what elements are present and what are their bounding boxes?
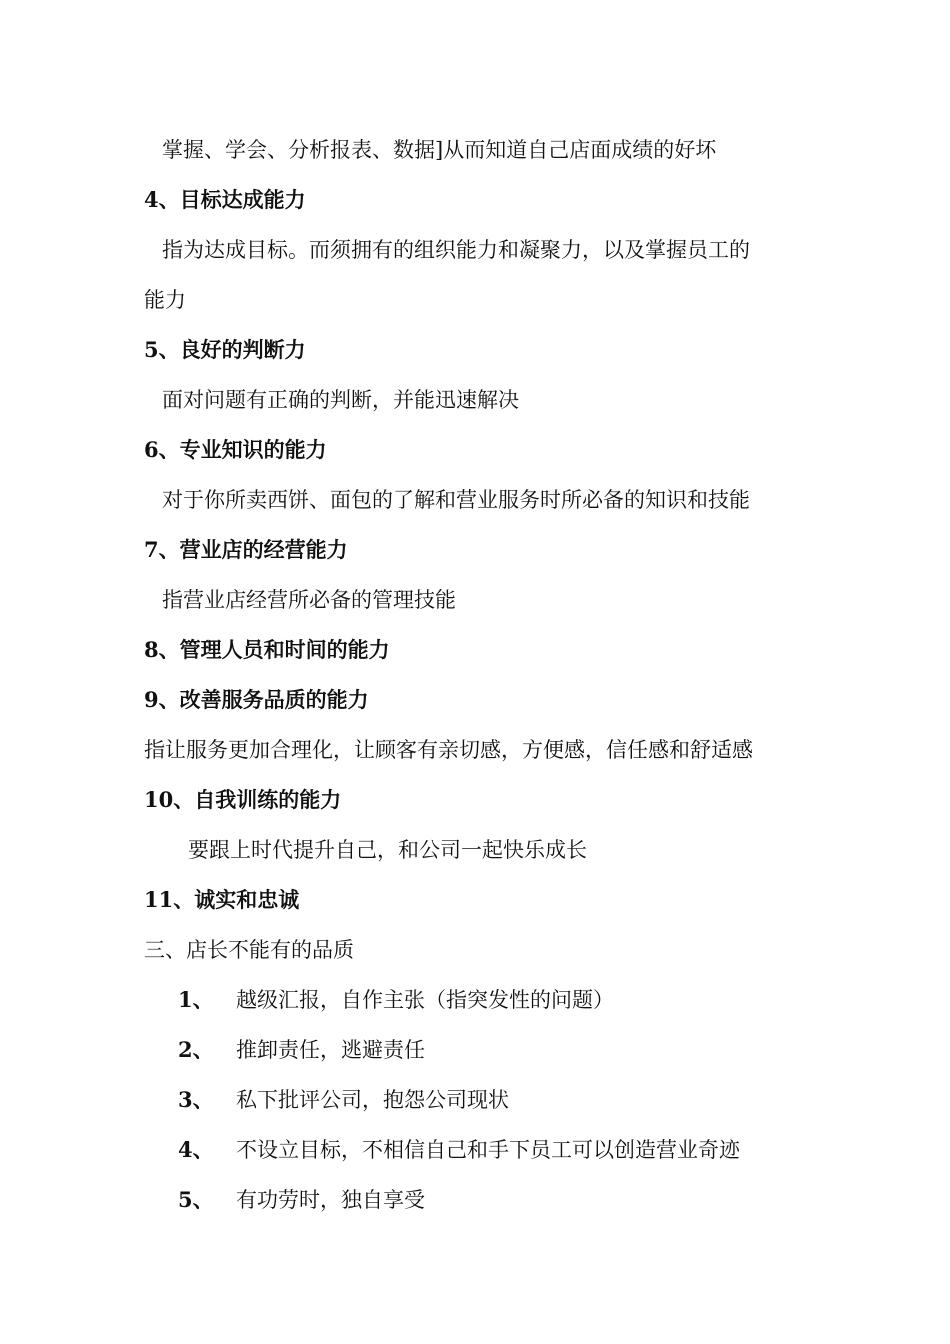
list-number: 2、: [178, 1037, 214, 1062]
list-text: 有功劳时，独自享受: [236, 1188, 425, 1212]
list-item: [178, 1186, 425, 1214]
paragraph-judgment: 面对问题有正确的判断，并能迅速解决: [162, 388, 519, 412]
paragraph-goal-line2: 能力: [144, 288, 186, 312]
list-item: [178, 1036, 425, 1064]
paragraph-knowledge: 对于你所卖西饼、面包的了解和营业服务时所必备的知识和技能: [162, 488, 750, 512]
heading-8-people-time: 8、管理人员和时间的能力: [144, 637, 390, 662]
list-number: 3、: [178, 1087, 214, 1112]
heading-10-self-training: 10、自我训练的能力: [144, 787, 342, 812]
heading-9-service-quality: 9、改善服务品质的能力: [144, 687, 369, 712]
list-text: 私下批评公司，抱怨公司现状: [236, 1088, 509, 1112]
list-number: 4、: [178, 1137, 214, 1162]
list-text: 不设立目标，不相信自己和手下员工可以创造营业奇迹: [236, 1138, 740, 1162]
heading-6-knowledge: 6、专业知识的能力: [144, 437, 327, 462]
list-number: 1、: [178, 987, 214, 1012]
paragraph-goal-line1: 指为达成目标。而须拥有的组织能力和凝聚力，以及掌握员工的: [162, 238, 750, 262]
list-item: [178, 1136, 740, 1164]
list-text: 越级汇报，自作主张（指突发性的问题）: [236, 988, 614, 1012]
paragraph-self-training: 要跟上时代提升自己，和公司一起快乐成长: [188, 838, 587, 862]
list-text: 推卸责任，逃避责任: [236, 1038, 425, 1062]
list-item: [178, 986, 614, 1014]
heading-5-judgment: 5、良好的判断力: [144, 337, 306, 362]
heading-7-store-operation: 7、营业店的经营能力: [144, 537, 348, 562]
paragraph-service-quality: 指让服务更加合理化，让顾客有亲切感，方便感，信任感和舒适感: [144, 738, 753, 762]
heading-4-goal-achievement: 4、目标达成能力: [144, 187, 306, 212]
list-number: 5、: [178, 1187, 214, 1212]
heading-11-honesty: 11、诚实和忠诚: [144, 887, 300, 912]
section-heading-3: 三、店长不能有的品质: [144, 938, 354, 962]
paragraph-store-operation: 指营业店经营所必备的管理技能: [162, 588, 456, 612]
list-item: [178, 1086, 509, 1114]
paragraph-reports: 掌握、学会、分析报表、数据]从而知道自己店面成绩的好坏: [162, 138, 717, 162]
